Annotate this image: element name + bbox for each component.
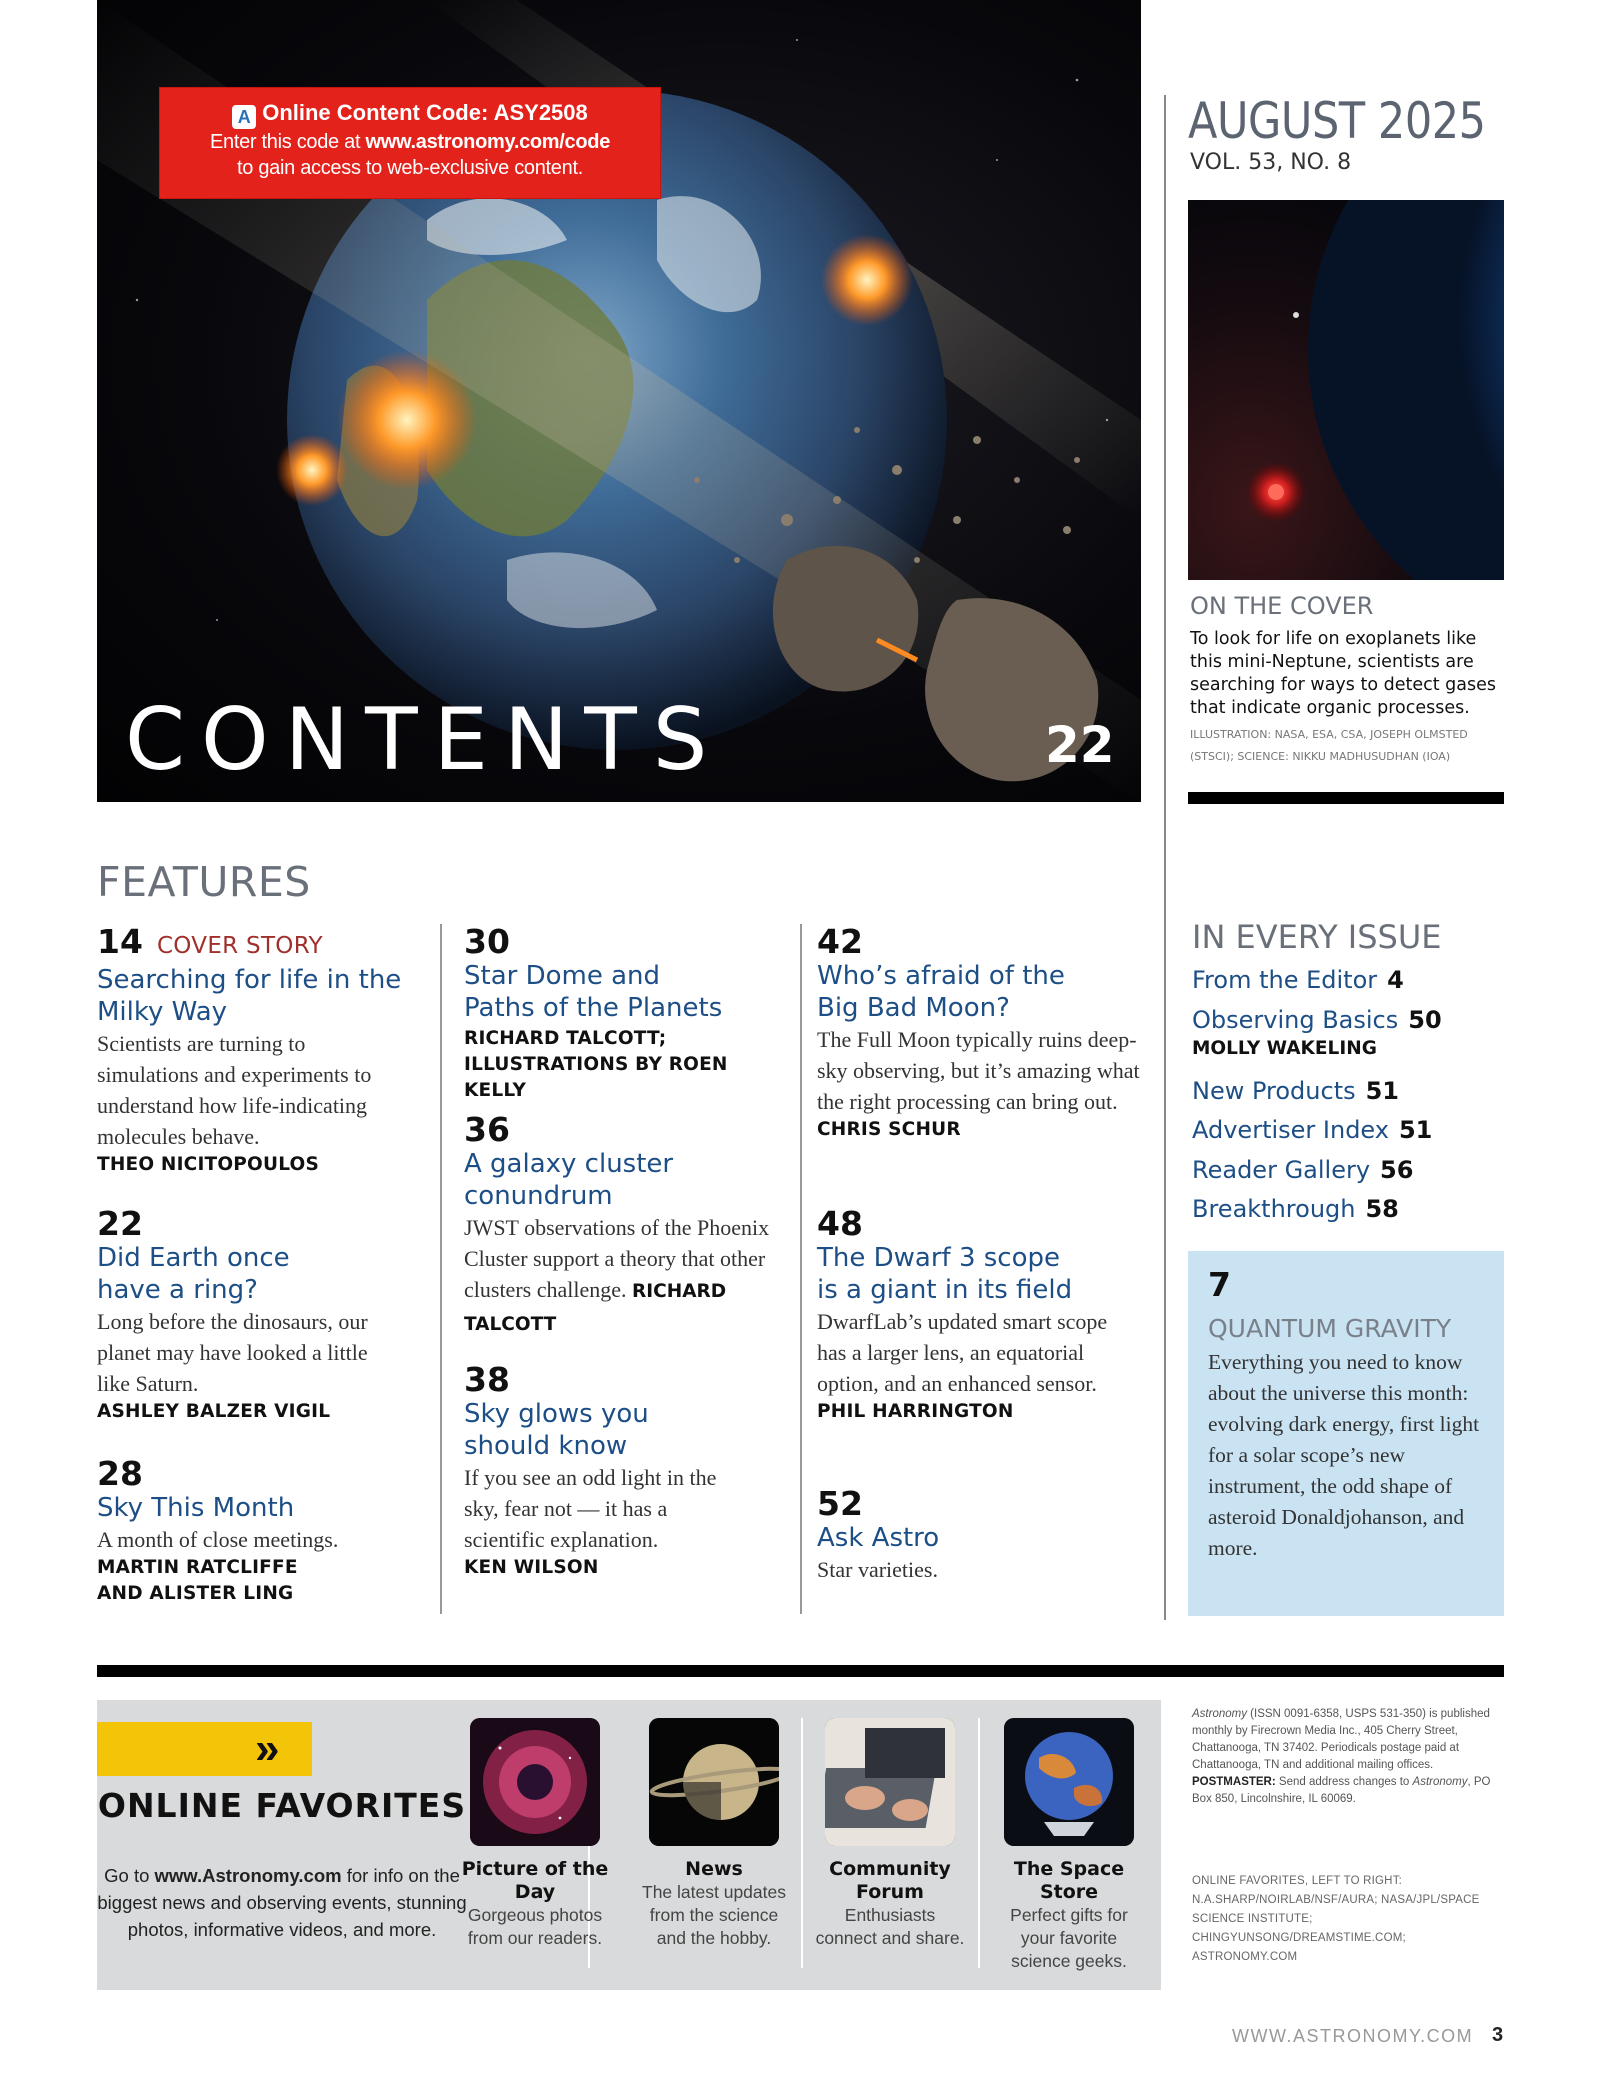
- publication-imprint: [1192, 1706, 1508, 1808]
- feature-article[interactable]: [464, 1112, 774, 1340]
- favorites-desc-prefix: Go to: [104, 1865, 155, 1886]
- quantum-gravity-box[interactable]: [1188, 1251, 1504, 1616]
- divider-bar: [1188, 792, 1504, 804]
- every-issue-label[interactable]: Breakthrough: [1192, 1195, 1356, 1223]
- favorite-space-store[interactable]: [994, 1718, 1144, 1973]
- imprint-text: , PO Box 850, Lincolnshire, IL 60069.: [1192, 1776, 1491, 1805]
- feature-description: Long before the dinosaurs, our planet may have looked a little like Saturn.: [97, 1309, 368, 1396]
- quantum-gravity-heading: QUANTUM GRAVITY: [1208, 1314, 1452, 1343]
- online-favorites-description: [97, 1862, 467, 1943]
- footer-url[interactable]: WWW.ASTRONOMY.COM: [1232, 2026, 1474, 2046]
- issue-volume: VOL. 53, NO. 8: [1190, 150, 1352, 175]
- contents-heading: CONTENTS: [125, 690, 724, 790]
- issue-date: AUGUST 2025: [1188, 92, 1486, 150]
- column-divider: [800, 924, 802, 1614]
- feature-title[interactable]: The Dwarf 3 scope is a giant in its field: [817, 1243, 1073, 1305]
- imprint-text: (ISSN 0091-6358, USPS 531-350) is published monthly by Firecrown Media Inc., 405 Cherry Street, Chattanooga, TN 37402. Periodicals postage paid at Chattanooga, TN and additional mailing offices.: [1192, 1708, 1490, 1771]
- column-divider: [1164, 95, 1166, 1620]
- feature-page: 42: [817, 922, 863, 961]
- globe-thumb-icon[interactable]: [1004, 1718, 1134, 1846]
- favorite-title: Community Forum: [829, 1858, 951, 1903]
- code-title: Online Content Code: ASY2508: [262, 100, 588, 125]
- favorite-title: News: [685, 1858, 743, 1880]
- every-issue-item[interactable]: [1192, 1116, 1432, 1144]
- feature-article[interactable]: [464, 924, 774, 1104]
- magazine-name: Astronomy: [1192, 1708, 1247, 1720]
- saturn-thumb-icon[interactable]: [649, 1718, 779, 1846]
- feature-title[interactable]: Who’s afraid of the Big Bad Moon?: [817, 961, 1065, 1023]
- feature-article[interactable]: [97, 924, 407, 1178]
- feature-description: Scientists are turning to simulations and experiments to understand how life-indicating molecules behave.: [97, 1031, 372, 1149]
- cover-description: To look for life on exoplanets like this mini-Neptune, scientists are searching for ways to detect gases that indicate organic processes.: [1190, 629, 1496, 718]
- every-issue-author: MOLLY WAKELING: [1192, 1038, 1377, 1059]
- astronomy-site-link[interactable]: www.Astronomy.com: [154, 1865, 342, 1886]
- postmaster-label: POSTMASTER:: [1192, 1776, 1276, 1788]
- every-issue-item[interactable]: [1192, 1195, 1399, 1223]
- every-issue-page: 58: [1365, 1195, 1399, 1223]
- favorite-title: The Space Store: [1013, 1858, 1125, 1903]
- feature-page: 30: [464, 922, 510, 961]
- favorite-title: Picture of the Day: [461, 1858, 609, 1903]
- online-favorites-title: ONLINE FAVORITES: [97, 1786, 467, 1825]
- every-issue-label[interactable]: Reader Gallery: [1192, 1156, 1371, 1184]
- nebula-thumb-icon[interactable]: [470, 1718, 600, 1846]
- feature-title[interactable]: Star Dome and Paths of the Planets: [464, 961, 723, 1023]
- every-issue-label[interactable]: Advertiser Index: [1192, 1116, 1389, 1144]
- feature-title[interactable]: Did Earth once have a ring?: [97, 1243, 290, 1305]
- feature-author: CHRIS SCHUR: [817, 1119, 961, 1140]
- feature-article[interactable]: [464, 1362, 774, 1581]
- magazine-name: Astronomy: [1412, 1776, 1468, 1788]
- favorites-divider: [801, 1718, 803, 1968]
- online-code-banner: [160, 88, 660, 198]
- feature-description: DwarfLab’s updated smart scope has a larger lens, an equatorial option, and an enhanced sensor.: [817, 1309, 1108, 1396]
- feature-page: 28: [97, 1454, 143, 1493]
- feature-page: 52: [817, 1484, 863, 1523]
- divider-bar: [97, 1665, 1504, 1677]
- feature-description: [464, 1212, 784, 1340]
- favorite-description: The latest updates from the science and the hobby.: [642, 1882, 786, 1948]
- cover-thumbnail: [1188, 200, 1504, 580]
- every-issue-item[interactable]: [1192, 1156, 1413, 1184]
- favorite-description: Gorgeous photos from our readers.: [467, 1905, 603, 1948]
- feature-article[interactable]: [817, 922, 1140, 1143]
- feature-description: Star varieties.: [817, 1557, 938, 1582]
- every-issue-label[interactable]: New Products: [1192, 1077, 1356, 1105]
- feature-title[interactable]: Searching for life in the Milky Way: [97, 965, 402, 1027]
- every-issue-label[interactable]: From the Editor: [1192, 966, 1378, 994]
- quantum-gravity-description: Everything you need to know about the universe this month: evolving dark energy, first light for a solar scope’s new instrument, the odd shape of asteroid Donaldjohanson, and more.: [1208, 1350, 1480, 1560]
- favorite-description: Perfect gifts for your favorite science geeks.: [1010, 1905, 1128, 1971]
- every-issue-item[interactable]: [1192, 1006, 1442, 1034]
- feature-article[interactable]: [97, 1456, 407, 1607]
- favorites-desc-rest: for info on the biggest news and observing events, stunning photos, informative videos, and more.: [97, 1865, 467, 1940]
- page-number: 3: [1492, 2024, 1504, 2046]
- feature-article[interactable]: [817, 1206, 1127, 1425]
- cover-credit: ILLUSTRATION: NASA, ESA, CSA, JOSEPH OLMSTED (STSCI); SCIENCE: NIKKU MADHUSUDHAN (IOA): [1190, 728, 1468, 763]
- feature-author: THEO NICITOPOULOS: [97, 1154, 319, 1175]
- feature-title[interactable]: Ask Astro: [817, 1523, 940, 1553]
- every-issue-page: 51: [1365, 1077, 1400, 1105]
- every-issue-label[interactable]: Observing Basics: [1192, 1006, 1399, 1034]
- imprint-text: Send address changes to: [1275, 1776, 1413, 1788]
- feature-page: 36: [464, 1110, 510, 1149]
- feature-description-text: JWST observations of the Phoenix Cluster support a theory that other clusters challenge.: [464, 1215, 770, 1302]
- astronomy-logo-icon: A: [232, 105, 256, 129]
- feature-author: PHIL HARRINGTON: [817, 1401, 1014, 1422]
- hero-image: [97, 0, 1141, 802]
- feature-title[interactable]: Sky glows you should know: [464, 1399, 649, 1461]
- column-divider: [440, 924, 442, 1614]
- feature-author: RICHARD TALCOTT: [464, 1281, 727, 1335]
- every-issue-page: 51: [1398, 1116, 1433, 1144]
- feature-title[interactable]: A galaxy cluster conundrum: [464, 1149, 674, 1211]
- favorite-picture-of-the-day[interactable]: [460, 1718, 610, 1950]
- feature-page: 22: [97, 1204, 143, 1243]
- laptop-thumb-icon[interactable]: [825, 1718, 955, 1846]
- mini-neptune-illustration: [1188, 200, 1504, 580]
- features-heading: FEATURES: [97, 858, 311, 906]
- favorite-news[interactable]: [639, 1718, 789, 1950]
- feature-author: RICHARD TALCOTT; ILLUSTRATIONS BY ROEN KELLY: [464, 1028, 728, 1101]
- code-benefit: to gain access to web-exclusive content.: [237, 157, 583, 179]
- feature-article[interactable]: [97, 1206, 407, 1425]
- favorites-divider: [978, 1718, 980, 1968]
- every-issue-item[interactable]: [1192, 966, 1404, 994]
- quantum-gravity-page: 7: [1208, 1265, 1231, 1304]
- feature-page: 14: [97, 922, 143, 961]
- hero-page-number: 22: [1045, 716, 1115, 774]
- feature-author: MARTIN RATCLIFFE AND ALISTER LING: [97, 1557, 298, 1604]
- code-instruction: Enter this code at: [209, 131, 366, 153]
- every-issue-page: 50: [1408, 1006, 1442, 1034]
- photo-credits: ONLINE FAVORITES, LEFT TO RIGHT: N.A.SHARP/NOIRLAB/NSF/AURA; NASA/JPL/SPACE SCIENCE INSTITUTE; CHINGYUNSONG/DREAMSTIME.COM; ASTRONOMY.COM: [1192, 1875, 1480, 1963]
- every-issue-page: 4: [1387, 966, 1404, 994]
- feature-author: ASHLEY BALZER VIGIL: [97, 1401, 331, 1422]
- double-chevron-icon: »: [255, 1724, 280, 1773]
- every-issue-heading: IN EVERY ISSUE: [1192, 918, 1442, 956]
- feature-page: 38: [464, 1360, 510, 1399]
- feature-description: A month of close meetings.: [97, 1527, 339, 1552]
- favorite-description: Enthusiasts connect and share.: [815, 1905, 965, 1948]
- feature-author: KEN WILSON: [464, 1557, 599, 1578]
- feature-title[interactable]: Sky This Month: [97, 1493, 295, 1523]
- code-url[interactable]: www.astronomy.com/code: [365, 131, 611, 153]
- cover-story-tag: COVER STORY: [156, 933, 323, 959]
- feature-description: The Full Moon typically ruins deep-sky observing, but it’s amazing what the right processing can bring out.: [817, 1027, 1140, 1114]
- feature-page: 48: [817, 1204, 863, 1243]
- every-issue-item[interactable]: [1192, 1077, 1399, 1105]
- feature-description: If you see an odd light in the sky, fear not — it has a scientific explanation.: [464, 1465, 717, 1552]
- favorite-community-forum[interactable]: [815, 1718, 965, 1950]
- cover-heading: ON THE COVER: [1190, 592, 1374, 620]
- feature-article[interactable]: [817, 1486, 1127, 1585]
- every-issue-page: 56: [1380, 1156, 1414, 1184]
